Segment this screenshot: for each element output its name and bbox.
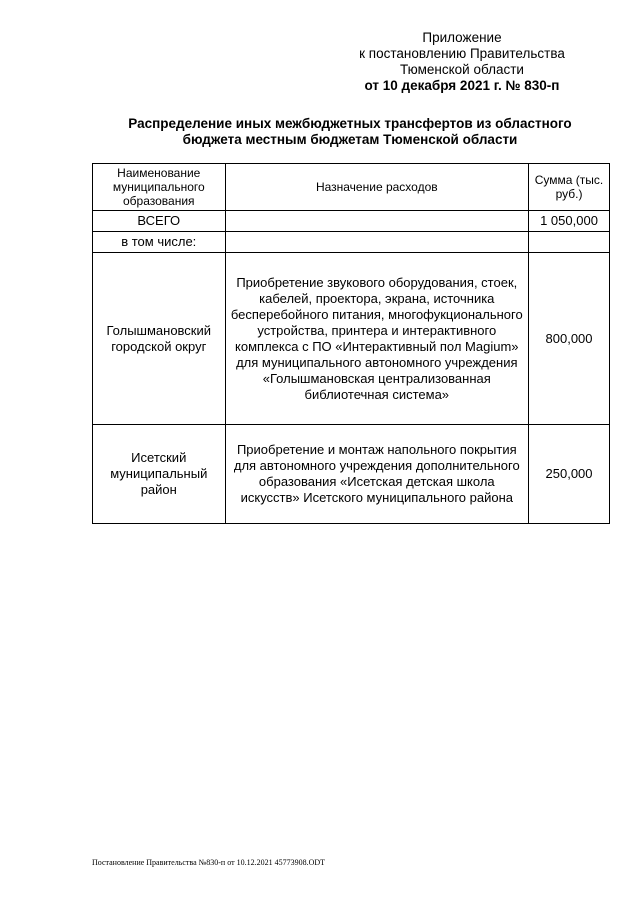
title-line-1: Распределение иных межбюджетных трансфертов из областного xyxy=(128,116,572,131)
header-purpose: Назначение расходов xyxy=(225,164,529,211)
including-empty-purpose xyxy=(225,232,529,253)
row-municipality: Исетский муниципальный район xyxy=(93,425,226,524)
total-label: ВСЕГО xyxy=(93,211,226,232)
row-amount: 250,000 xyxy=(529,425,610,524)
appendix-region: Тюменской области xyxy=(400,62,524,77)
appendix-header xyxy=(332,30,592,94)
document-footer: Постановление Правительства №830-п от 10.12.2021 45773908.ODT xyxy=(92,858,326,867)
table-row xyxy=(93,253,610,425)
header-amount: Сумма (тыс. руб.) xyxy=(529,164,610,211)
total-amount: 1 050,000 xyxy=(529,211,610,232)
title-line-2: бюджета местным бюджетам Тюменской области xyxy=(182,132,518,147)
row-purpose: Приобретение звукового оборудования, стоек, кабелей, проектора, экрана, источника бесперебойного питания, многофукционального устройства, принтера и интерактивного комплекса с ПО «Интерактивный пол Magium» для муниципального автономного учреждения «Голышмановская централизованная библиотечная система» xyxy=(225,253,529,425)
total-row xyxy=(93,211,610,232)
table-header-row xyxy=(93,164,610,211)
row-amount: 800,000 xyxy=(529,253,610,425)
appendix-date-number: от 10 декабря 2021 г. № 830-п xyxy=(364,78,560,93)
including-row xyxy=(93,232,610,253)
document-title xyxy=(92,116,608,148)
header-municipality: Наименование муниципального образования xyxy=(93,164,226,211)
including-label: в том числе: xyxy=(93,232,226,253)
budget-table xyxy=(92,163,610,524)
appendix-label: Приложение xyxy=(422,30,502,45)
row-purpose: Приобретение и монтаж напольного покрытия для автономного учреждения дополнительного образования «Исетская детская школа искусств» Исетского муниципального района xyxy=(225,425,529,524)
table-row xyxy=(93,425,610,524)
total-purpose-empty xyxy=(225,211,529,232)
including-empty-amount xyxy=(529,232,610,253)
appendix-reference: к постановлению Правительства xyxy=(359,46,565,61)
row-municipality: Голышмановский городской округ xyxy=(93,253,226,425)
